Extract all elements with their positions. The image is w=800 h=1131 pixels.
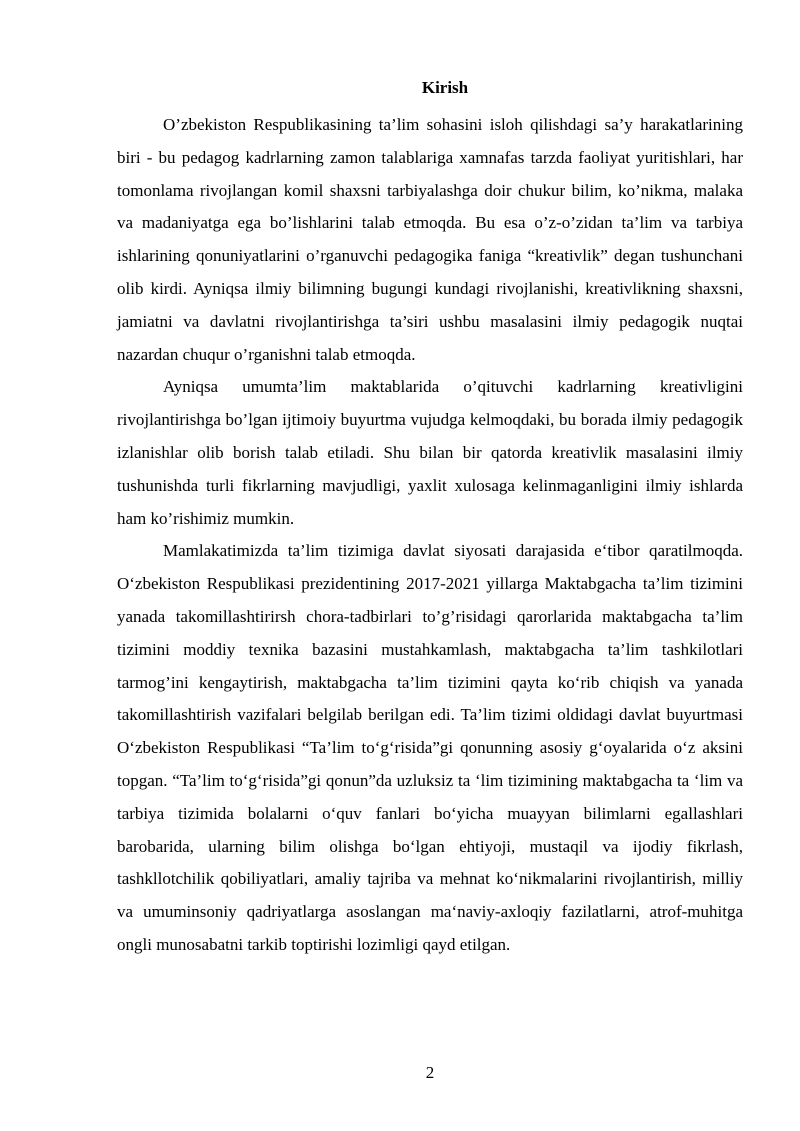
page-content bbox=[117, 76, 743, 962]
paragraph-1: O’zbekiston Respublikasining ta’lim sohasini isloh qilishdagi sa’y harakatlarining biri - bu pedagog kadrlarning zamon talablariga xamnafas tarzda faoliyat yuritishlari, har tomonlama rivojlangan komil shaxsni tarbiyalashga doir chukur bilim, ko’nikma, malaka va madaniyatga ega bo’lishlarini talab etmoqda. Bu esa o’z-o’zidan ta’lim va tarbiya ishlarining qonuniyatlarini o’rganuvchi pedagogika faniga “kreativlik” degan tushunchani olib kirdi. Ayniqsa ilmiy bilimning bugungi kundagi rivojlanishi, kreativlikning shaxsni, jamiatni va davlatni rivojlantirishga ta’siri ushbu masalasini ilmiy pedagogik nuqtai nazardan chuqur o’rganishni talab etmoqda. bbox=[117, 115, 743, 364]
paragraph-3: Mamlakatimizda ta’lim tizimiga davlat siyosati darajasida e‘tibor qaratilmoqda. O‘zbekiston Respublikasi prezidentining 2017-2021 yillarga Maktabgacha ta’lim tizimini yanada takomillashtirirsh chora-tadbirlari to’g’risidagi qarorlarida maktabgacha ta’lim tizimini moddiy texnika bazasini mustahkamlash, maktabgacha ta’lim tashkilotlari tarmog’ini kengaytirish, maktabgacha ta’lim tizimini qayta ko‘rib chiqish va yanada takomillashtirish vazifalari belgilab berilgan edi. Ta’lim tizimi oldidagi davlat buyurtmasi O‘zbekiston Respublikasi “Ta’lim to‘g‘risida”gi qonunning asosiy g‘oyalarida o‘z aksini topgan. “Ta’lim to‘g‘risida”gi qonun”da uzluksiz ta ‘lim tizimining maktabgacha ta ‘lim va tarbiya tizimida bolalarni o‘quv fanlari bo‘yicha muayyan bilimlarni egallashlari barobarida, ularning bilim olishga bo‘lgan ehtiyoji, mustaqil va ijodiy fikrlash, tashkllotchilik qobiliyatlari, amaliy tajriba va mehnat ko‘nikmalarini rivojlantirish, milliy va umuminsoniy qadriyatlarga asoslangan ma‘naviy-axloqiy fazilatlarni, atrof-muhitga ongli munosabatni tarkib toptirishi lozimligi qayd etilgan. bbox=[117, 541, 743, 954]
paragraph-2: Ayniqsa umumta’lim maktablarida o’qituvchi kadrlarning kreativligini rivojlantirishga bo’lgan ijtimoiy buyurtma vujudga kelmoqdaki, bu borada ilmiy pedagogik izlanishlar olib borish talab etiladi. Shu bilan bir qatorda kreativlik masalasini ilmiy tushunishda turli fikrlarning mavjudligi, yaxlit xulosaga kelinmaganligini ilmiy ishlarda ham ko’rishimiz mumkin. bbox=[117, 377, 743, 528]
section-title: Kirish bbox=[421, 78, 469, 97]
page-number: 2 bbox=[425, 1063, 435, 1082]
